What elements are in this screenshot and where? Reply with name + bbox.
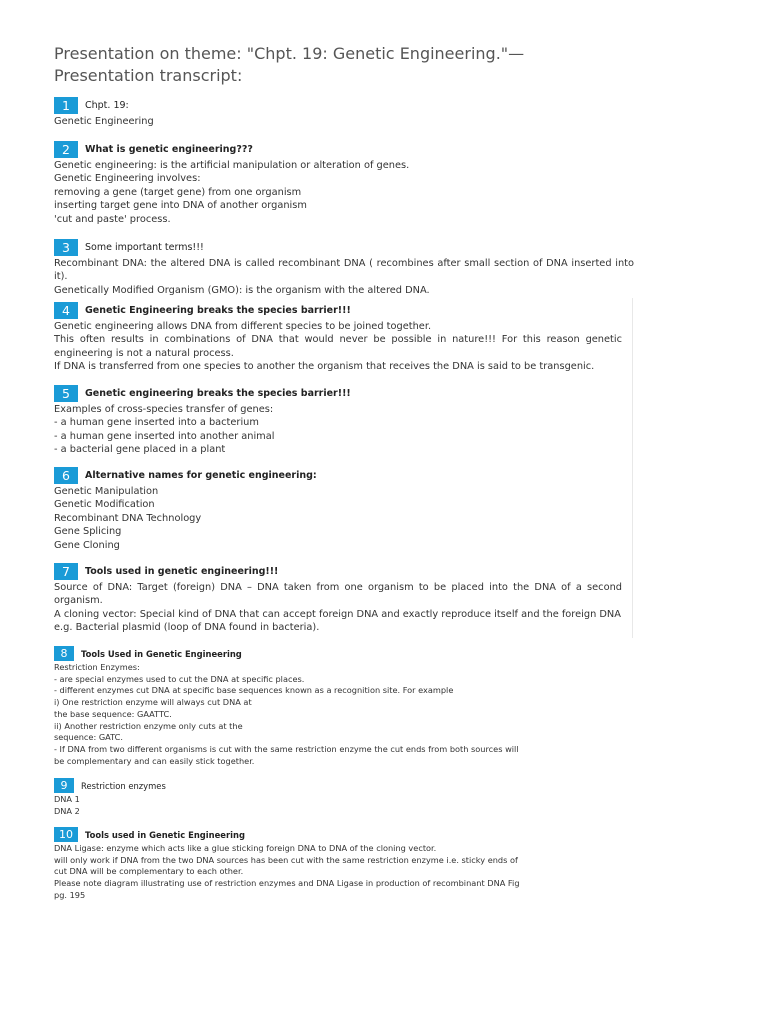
slide-text: If DNA is transferred from one species to another the organism that receives the DNA is said to be transgenic. bbox=[54, 361, 595, 373]
slide-text: - a bacterial gene placed in a plant bbox=[54, 444, 226, 456]
slide-number-badge[interactable]: 4 bbox=[54, 302, 78, 319]
slide-title: Tools used in Genetic Engineering bbox=[85, 829, 245, 840]
slide-1 bbox=[54, 97, 634, 128]
slide-7 bbox=[54, 563, 622, 635]
slide-text: This often results in combinations of DNA that would never be possible in nature!!! For this reason genetic engineering is not a natural process. bbox=[54, 334, 622, 359]
slide-title: Tools used in genetic engineering!!! bbox=[85, 566, 279, 577]
slide-text: i) One restriction enzyme will always cut DNA at bbox=[54, 697, 252, 708]
slide-text: A cloning vector: Special kind of DNA that can accept foreign DNA and exactly reproduce itself and the foreign DNA e.g. Bacterial plasmid (loop of DNA found in bacteria). bbox=[54, 608, 621, 634]
slide-text: ii) Another restriction enzyme only cuts at the bbox=[54, 720, 243, 731]
slide-title: Genetic Engineering breaks the species barrier!!! bbox=[85, 305, 351, 316]
slide-title: Restriction enzymes bbox=[81, 780, 166, 791]
slide-text: Genetic engineering allows DNA from different species to be joined together. bbox=[54, 321, 432, 332]
slide-text: - a human gene inserted into a bacterium bbox=[54, 417, 259, 429]
slide-text: removing a gene (target gene) from one organism bbox=[54, 186, 302, 198]
slide-6 bbox=[54, 467, 634, 552]
slide-text: inserting target gene into DNA of another organism bbox=[54, 200, 307, 212]
slide-number-badge[interactable]: 7 bbox=[54, 563, 78, 580]
slide-title: What is genetic engineering??? bbox=[85, 144, 253, 155]
slide-text: Genetic Engineering bbox=[54, 116, 154, 127]
slide-text: - are special enzymes used to cut the DNA at specific places. bbox=[54, 673, 305, 684]
slide-5 bbox=[54, 385, 634, 457]
slide-title: Chpt. 19: bbox=[85, 100, 129, 111]
slide-3 bbox=[54, 239, 634, 297]
slide-title: Some important terms!!! bbox=[85, 242, 204, 253]
slide-text: Genetic Engineering involves: bbox=[54, 173, 201, 185]
slide-number-badge[interactable]: 1 bbox=[54, 97, 78, 114]
slide-number-badge[interactable]: 10 bbox=[54, 827, 78, 842]
slide-title: Genetic engineering breaks the species barrier!!! bbox=[85, 388, 351, 399]
slide-text: 'cut and paste' process. bbox=[54, 213, 171, 225]
slide-text: cut DNA will be complementary to each other. bbox=[54, 866, 244, 877]
slide-text: sequence: GATC. bbox=[54, 732, 123, 743]
slide-text: pg. 195 bbox=[54, 889, 86, 900]
slide-9 bbox=[54, 778, 574, 817]
slide-text: be complementary and can easily stick together. bbox=[54, 755, 255, 766]
slide-number-badge[interactable]: 5 bbox=[54, 385, 78, 402]
slide-text: Genetic engineering: is the artificial manipulation or alteration of genes. bbox=[54, 160, 410, 171]
page-title: Presentation on theme: "Chpt. 19: Genetic Engineering."— Presentation transcript: bbox=[54, 44, 525, 85]
slide-text: the base sequence: GAATTC. bbox=[54, 708, 172, 719]
slide-number-badge[interactable]: 2 bbox=[54, 141, 78, 158]
slide-text: DNA Ligase: enzyme which acts like a glue sticking foreign DNA to DNA of the cloning vector. bbox=[54, 843, 437, 853]
slide-10 bbox=[54, 827, 574, 902]
slide-text: - different enzymes cut DNA at specific base sequences known as a recognition site. For example bbox=[54, 685, 454, 696]
slide-text: Genetically Modified Organism (GMO): is the organism with the altered DNA. bbox=[54, 284, 430, 296]
slide-text: Gene Splicing bbox=[54, 526, 122, 538]
slide-number-badge[interactable]: 9 bbox=[54, 778, 74, 793]
slide-text: - a human gene inserted into another animal bbox=[54, 430, 275, 442]
slide-text: Restriction Enzymes: bbox=[54, 662, 140, 672]
slide-text: Please note diagram illustrating use of restriction enzymes and DNA Ligase in production of recombinant DNA Fig bbox=[54, 878, 520, 889]
slide-text: Recombinant DNA: the altered DNA is called recombinant DNA ( recombines after small section of DNA inserted into it). bbox=[54, 258, 634, 283]
slide-title: Alternative names for genetic engineering: bbox=[85, 470, 317, 481]
slide-number-badge[interactable]: 8 bbox=[54, 646, 74, 661]
slide-text: DNA 2 bbox=[54, 805, 80, 816]
slide-text: Genetic Manipulation bbox=[54, 486, 159, 497]
slide-text: Genetic Modification bbox=[54, 499, 155, 511]
slide-8 bbox=[54, 646, 574, 767]
slide-4 bbox=[54, 302, 622, 374]
slide-text: Examples of cross-species transfer of genes: bbox=[54, 404, 274, 415]
slide-text: Gene Cloning bbox=[54, 539, 120, 551]
slide-title: Tools Used in Genetic Engineering bbox=[81, 648, 242, 659]
slide-text: - If DNA from two different organisms is cut with the same restriction enzyme the cut ends from both sources will bbox=[54, 743, 519, 754]
slide-number-badge[interactable]: 3 bbox=[54, 239, 78, 256]
slide-text: DNA 1 bbox=[54, 794, 80, 804]
slide-text: will only work if DNA from the two DNA sources has been cut with the same restriction enzyme i.e. sticky ends of bbox=[54, 854, 518, 865]
slide-number-badge[interactable]: 6 bbox=[54, 467, 78, 484]
slide-text: Source of DNA: Target (foreign) DNA – DNA taken from one organism to be placed into the DNA of a second organism. bbox=[54, 582, 622, 607]
slide-2 bbox=[54, 141, 634, 226]
slide-text: Recombinant DNA Technology bbox=[54, 512, 202, 524]
